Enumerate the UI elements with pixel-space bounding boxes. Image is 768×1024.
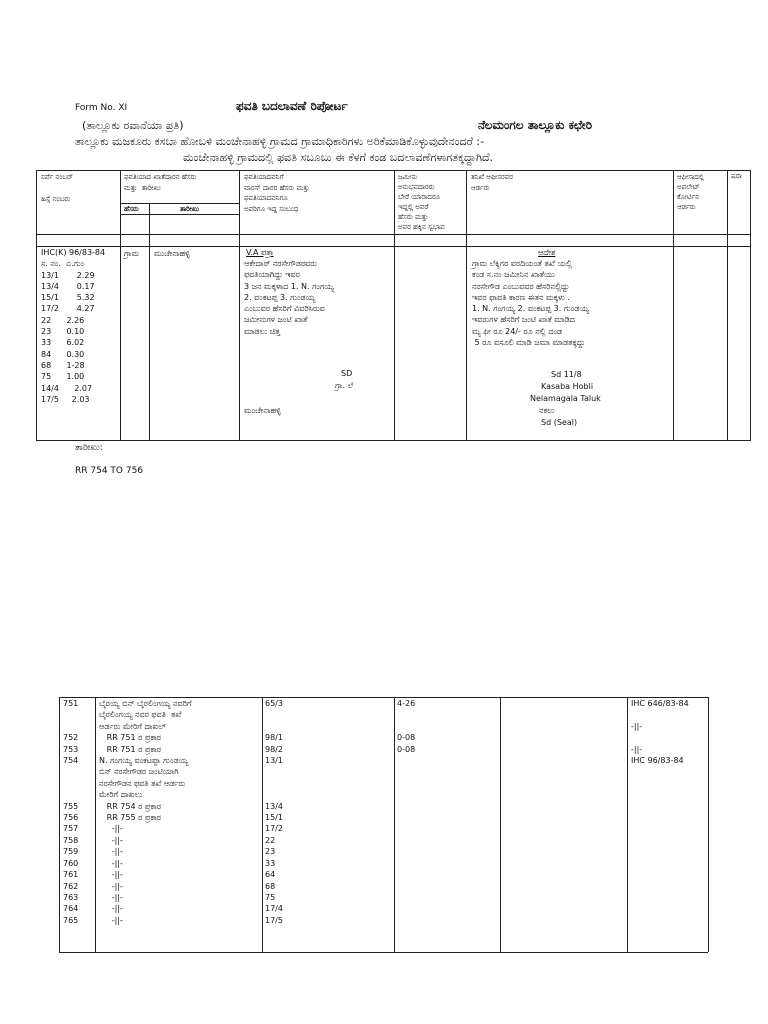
header-deceased-holder: ಫವತಿಯಾದ ಖಾತೆದಾರನ ಹೆಸರು ಮತ್ತು ತಾರೀಖು [124,173,197,192]
order-copy: ನಕಲು [539,406,555,415]
header-holder-date: ತಾರೀಖು [180,205,200,213]
register-rr-numbers: 751 752 753 754 755 756 757 758 759 760 761 762 763 764 765 [63,699,79,925]
va-designation: ಗ್ರಾ. ಲೆ [335,381,354,390]
header-inquiry-officer-order: ತನಿಖೆ ಆಫೀಸರವರ ಆರ್ಡರು [471,173,513,192]
form-number: Form No. XI [75,103,128,113]
header-occupant: ಜಮೀನು ಅನುಭವದಾರರು ಬೇರೆ ಯಾರಾದರೂ ಇದ್ದಲ್ಲಿ ಅವರೆ ಹೆಸರು ಮತ್ತು ಅವರ ಹಕ್ಕಿನ ಸ್ವಭಾವ [398,173,445,231]
survey-numbers-list: IHC(K) 96/83-84 ಸ. ನಂ. ಎ.ಗುಂ 13/1 2.29 13/4 0.17 15/1 5.32 17/2 4.27 22 2.26 23 0.10 33 6.02 84 0.30 68 1-28 75 1.00 14/4 2.07 17/5 2.03 [41,248,106,404]
order-hobli: Kasaba Hobli [541,382,594,391]
report-title: ಫವತಿ ಬದಲಾವಣೆ ರಿಪೋರ್ಟ [236,99,348,113]
rr-range: RR 754 TO 756 [75,466,144,476]
header-line-3: ತಾಲ್ಲೂಕು ಮಜಕೂರು ಕಸಬಾ ಹೋಬಳಿ ಮಂಚೇನಾಹಳ್ಳಿ ಗ್ರಾಮದ ಗ್ರಾಮಾಧಿಕಾರಿಗಳು ಅರಿಕೆಮಾಡಿಕೊಳ್ಳುವುದೇನಂದರೆ :- [75,135,485,148]
register-descriptions: ಬೈರಯ್ಯ ಬಿನ್ ಬೈರಲಿಂಗಯ್ಯ ನವರಿಗೆ ಬೈರಲಿಂಗಯ್ಯ ನವರ ಫವತಿ ತಖೆ ಆರ್ಡರು ಮೇರಿಗೆ ದಾಖಲ್ RR 751 ರ ಪ್ರಕಾರ RR 751 ರ ಪ್ರಕಾರ N. ಗಂಗಯ್ಯ ವಂಕಟಪ್ಪಾ ಗುಂಡಯ್ಯ ಬಿನ್ ನರಸೇಗೌಡರ ಜಂಟಿಯಾಗಿ ನರಸೇಗೌಡನ ಫವತಿ ತಖೆ ಆರ್ಡರು ಮೇರಿಗೆ ದಾಖಲು RR 754 ರ ಪ್ರಕಾರ RR 755 ರ ಪ್ರಕಾರ -||- -||- -||- -||- -||- -||- -||- -||- -||- [99,699,192,925]
va-report-body: ಆಕೇದಾರ್ ನರಸೇಗೌಡರವರು ಫವತಿಯಾಗಿದ್ದು ಇವರ 3 ಜನ ಮಕ್ಕಳಾದ 1. N. ಗಂಗಯ್ಯ 2. ವಂಕಟಪ್ಪ 3. ಗುಂಡಯ್ಯ ಎಂಬುವರ ಹೆಸರಿಗೆ ವಿವರಿಸಿರುವ ಜಮೀನುಗಳ ಜಂಟಿ ಖಾತೆ ಮಾಡಲು ಚಿತ್ತ [244,259,334,336]
register-extent: 4-26 0-08 0-08 [397,699,416,754]
order-title: ಆದೇಶ [538,248,556,257]
order-taluk: Nelamagala Taluk [530,394,601,403]
header-heirs: ಫವತಿಯಾದವನಿಗೆ ವಾರಸ್ ದಾರರ ಹೆಸರು ಮತ್ತು ಫವತಿಯಾದವನಿಗೂ ಅವರಿಗೂ ಇದ್ದ ಸಂಬಂಧ [244,173,310,213]
header-remarks: ಷರಾ [731,172,742,180]
order-body: ಗ್ರಾಮ ಲೆಕ್ಕಿಗರ ವರದಿಯಂತೆ ತಖೆ ಯಲ್ಲಿ ಕಂಡ ಸ.ನಂ ಜಮೀನಿನ ಖಾತೆಯು ನರಸೇಗೌಡ ಎಂಬುವವರ ಹೆಸರಿನಲ್ಲಿದ್ದು ಇವರ ಫಾವತಿ ಕಾರಣ ಈತನ ಮಕ್ಕಳು . 1. N. ಗಂಗಯ್ಯ 2. ವಂಕಟಪ್ಪ 3. ಗುಂಡಯ್ಯ ಇವರುಗಳ ಹೆಸರಿಗೆ ಜಂಟಿ ಖಾತೆ ಮಾಡಿದ ಮ್ಯ ಫೀ ರೂ 24/- ರೂ ನಲ್ಲಿ ದಂಡ 5 ರೂ ವಸೂಲಿ ಮಾಡಿ ಜಮಾ ಮಾಡತಕ್ಕದ್ದು [472,259,589,348]
register-survey-numbers: 65/3 98/1 98/2 13/1 13/4 15/1 17/2 22 23 33 64 68 75 17/4 17/5 [265,699,283,925]
order-seal: Sd (Seal) [541,418,578,427]
va-report-title: V.A ಪತ್ರಾ [246,248,274,257]
holder-name-cell: ಗ್ರಾಮ [124,249,140,258]
date-label: ತಾರೀಖು: [75,443,103,453]
header-line-4: ಮಂಚೇನಾಹಳ್ಳಿ ಗ್ರಾಮದಲ್ಲಿ ಫವತಿ ಸಬೂಬು ಈ ಕೆಳಗೆ ಕಂಡ ಬದಲಾವಣೆಗಳಾಗತಕ್ಕದ್ದಾಗಿದೆ. [183,151,494,164]
va-signature: SD [341,369,353,378]
taluk-office: ನೆಲಮಂಗಲ ತಾಲ್ಲೂಕು ಕಛೇರಿ [478,118,593,132]
holder-date-cell: ಮುಚೇನಾಹಳ್ಳಿ [154,249,190,258]
order-signature: Sd 11/8 [551,370,582,379]
header-survey-number: ಸರ್ವೆ ನಂಬರ್ ಹಿಸ್ಸೆ ನಂಬರು [41,173,74,203]
register-ihc-refs: IHC 646/83-84 -||- -||- IHC 96/83-84 [631,699,689,766]
copy-note: (ತಾಲ್ಲೂಕು ರವಾನೆಯಾ ಪ್ರತಿ) [82,119,184,132]
va-village: ಮಂಚೇನಾಹಳ್ಳಿ [244,406,281,415]
header-holder-name: ಹೆಸರು [124,205,139,213]
header-appellate-order: ಆಫೀಸಾದಲ್ಲಿ ಅಪಲೇಟ್ ಕೋರ್ಟಿನ ಆರ್ಡರು [677,173,705,211]
